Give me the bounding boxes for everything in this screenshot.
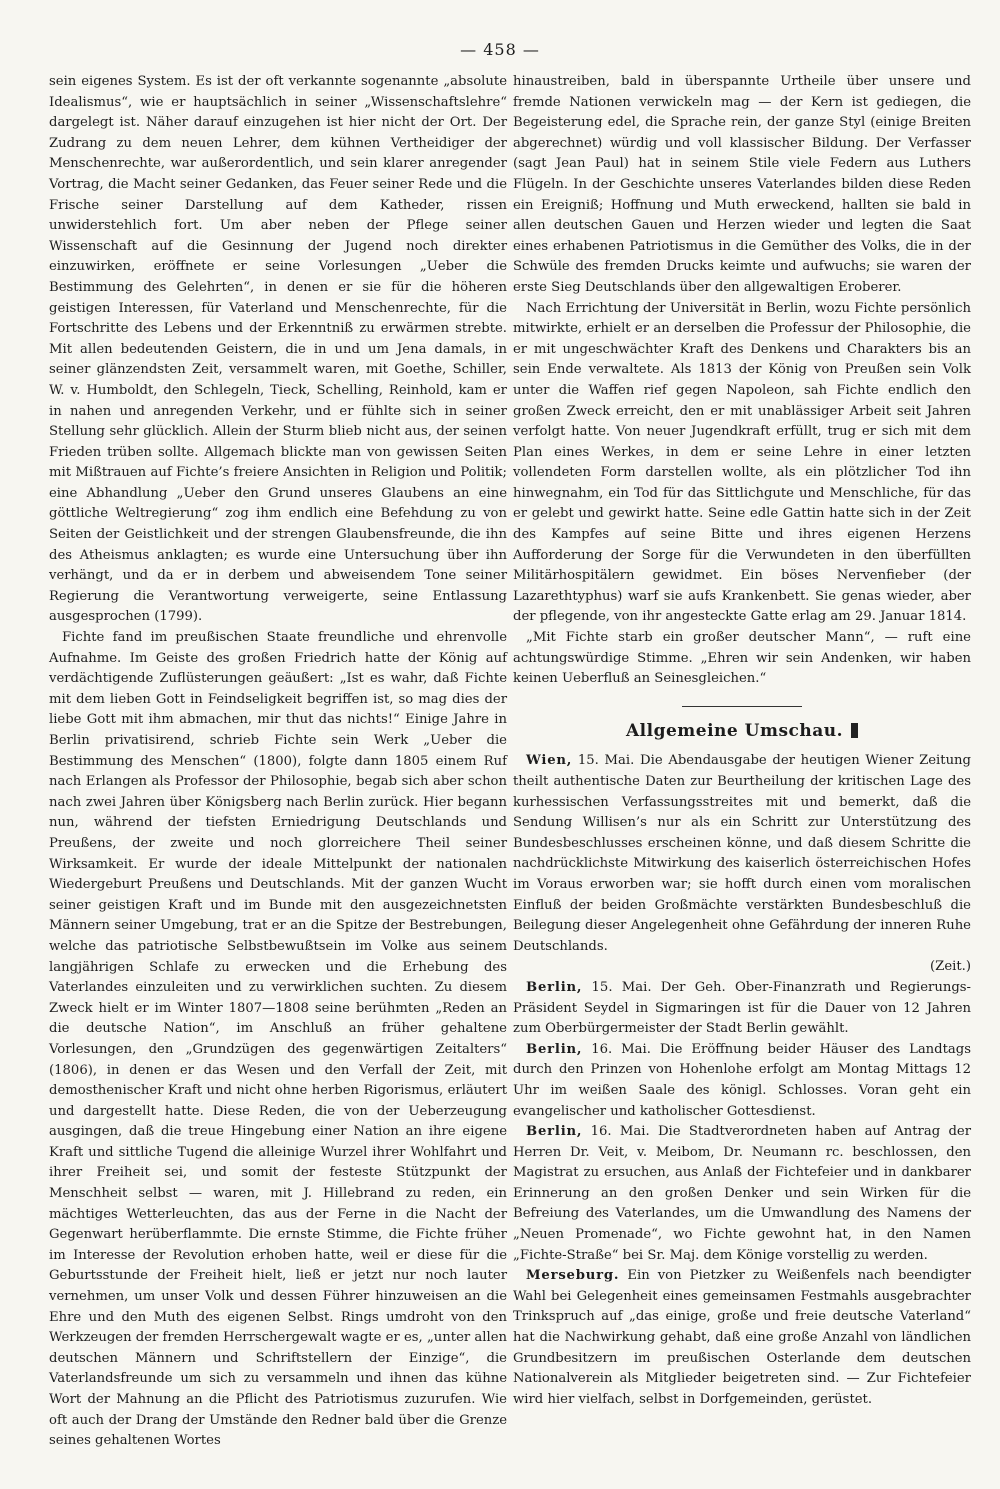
section-mark-icon [851,723,858,738]
news-text: 15. Mai. Der Geh. Ober-Finanzrath und Regierungs-Präsident Seydel in Sigmaringen ist für die Dauer von 12 Jahren zum Oberbürgermeister der Stadt Berlin gewählt. [513,979,971,1037]
news-dateline: Merseburg. [526,1268,620,1284]
page-number: — 458 — [460,40,540,59]
article-paragraph: sein eigenes System. Es ist der oft verkannte sogenannte „absolute Idealismus“, wie er hauptsächlich in seiner „Wissenschaftslehre“ dargelegt ist. Näher darauf einzugehen ist hier nicht der Ort. Der Zudrang zu dem neuen Lehrer, dem kühnen Vertheidiger der Menschenrechte, war außerordentlich, und sein klarer anregender Vortrag, die Macht seiner Gedanken, das Feuer seiner Rede und die Frische seiner Darstellung auf dem Katheder, rissen unwiderstehlich fort. Um aber neben der Pflege seiner Wissenschaft auf die Gesinnung der Jugend noch direkter einzuwirken, eröffnete er seine Vorlesungen „Ueber die Bestimmung des Gelehrten“, in denen er sie für die höheren geistigen Interessen, für Vaterland und Menschenrechte, für die Fortschritte des Lebens und der Erkenntniß zu erwärmen strebte. Mit allen bedeutenden Geistern, die in und um Jena damals, in seiner glänzendsten Zeit, versammelt waren, mit Goethe, Schiller, W. v. Humboldt, den Schlegeln, Tieck, Schelling, Reinhold, kam er in nahen und anregenden Verkehr, und er fühlte sich in seiner Stellung sehr glücklich. Allein der Sturm blieb nicht aus, der seinen Frieden trüben sollte. Allgemach blickte man von gewissen Seiten mit Mißtrauen auf Fichte’s freiere Ansichten in Religion und Politik; eine Abhandlung „Ueber den Grund unseres Glaubens an eine göttliche Weltregierung“ zog ihm endlich eine Befehdung zu von Seiten der Geistlichkeit und der strengen Glaubensfreunde, die ihn des Atheismus anklagten; es wurde eine Untersuchung über ihn verhängt, und da er in derbem und abweisendem Tone seiner Regierung die Verantwortung verweigerte, seine Entlassung ausgesprochen (1799). [49,74,507,625]
news-dateline: Berlin, [526,1124,583,1140]
news-text: 16. Mai. Die Eröffnung beider Häuser des Landtags durch den Prinzen von Hohenlohe erfolgt am Montag Mittags 12 Uhr im weißen Saale des königl. Schlosses. Voran geht ein evangelischer und katholischer Gottesdienst. [513,1041,971,1119]
article-paragraph: Nach Errichtung der Universität in Berlin, wozu Fichte persönlich mitwirkte, erhielt er an derselben die Professur der Philosophie, die er mit ungeschwächter Kraft des Denkens und Charakters bis an sein Ende verwaltete. Als 1813 der König von Preußen sein Volk unter die Waffen rief gegen Napoleon, sah Fichte endlich den großen Zweck erreicht, den er mit unablässiger Arbeit seit Jahren verfolgt hatte. Von neuer Jugendkraft erfüllt, trug er sich mit dem Plan eines Werkes, in dem er seine Lehre in einer letzten vollendeten Form darstellen wollte, als ein plötzlicher Tod ihn hinwegnahm, ein Tod für das Sittlichgute und Menschliche, für das er gelebt und gewirkt hatte. Seine edle Gattin hatte sich in der Zeit des Kampfes auf seine Bitte und ihres eigenen Herzens Aufforderung der Sorge für die Verwundeten in den überfüllten Militärhospitälern gewidmet. Ein böses Nervenfieber (der Lazarethtyphus) warf sie aufs Krankenbett. Sie genas wieder, aber der pflegende, von ihr angesteckte Gatte erlag am 29. Januar 1814. [513,300,971,625]
section-title-text: Allgemeine Umschau. [625,720,844,741]
article-paragraph: hinaustreiben, bald in überspannte Urtheile über unsere und fremde Nationen verwickeln mag — der Kern ist gediegen, die Begeisterung edel, die Sprache rein, der ganze Styl (einige Breiten abgerechnet) würdig und voll klassischer Bildung. Der Verfasser (sagt Jean Paul) hat in seinem Stile viele Federn aus Luthers Flügeln. In der Geschichte unseres Vaterlandes bilden diese Reden ein Ereigniß; Hoffnung und Muth erweckend, hallten sie bald in allen deutschen Gauen und Herzen wieder und legten die Saat eines erhabenen Patriotismus in die Gemüther des Volks, die in der Schwüle des fremden Drucks keimte und aufwuchs; sie waren der erste Sieg Deutschlands über den allgewaltigen Eroberer. [513,74,971,295]
news-dateline: Wien, [526,753,573,769]
news-dateline: Berlin, [526,979,583,995]
news-source: (Zeit.) [930,959,971,975]
news-text: 16. Mai. Die Stadtverordneten haben auf Antrag der Herren Dr. Veit, v. Meibom, Dr. Neumann rc. beschlossen, den Magistrat zu ersuchen, aus Anlaß der Fichtefeier und in dankbarer Erinnerung an den großen Denker und sein Wirken für die Befreiung des Vaterlandes, um die Umwandlung des Namens der „Neuen Promenade“, wo Fichte gewohnt hat, in den Namen „Fichte-Straße“ bei Sr. Maj. dem Könige vorstellig zu werden. [513,1124,971,1263]
right-column [513,72,971,1410]
news-text: 15. Mai. Die Abendausgabe der heutigen Wiener Zeitung theilt authentische Daten zur Beurtheilung der kritischen Lage des kurhessischen Verfassungsstreites mit und bemerkt, daß die Sendung Willisen’s nur als ein Schritt zur Unterstützung des Bundesbeschlusses erscheinen könne, und daß diesem Schritte die nachdrücklichste Mitwirkung des kaiserlich österreichischen Hofes im Voraus erworben war; sie hofft durch einen vom moralischen Einfluß der beiden Großmächte verstärkten Bundesbeschluß die Beilegung dieser Angelegenheit ohne Gefährdung der inneren Ruhe Deutschlands. [513,753,971,954]
article-paragraph: Fichte fand im preußischen Staate freundliche und ehrenvolle Aufnahme. Im Geiste des großen Friedrich hatte der König auf verdächtigende Zuflüsterungen geäußert: „Ist es wahr, daß Fichte mit dem lieben Gott in Feindseligkeit begriffen ist, so mag dies der liebe Gott mit ihm abmachen, mir thut das nichts!“ Einige Jahre in Berlin privatisirend, schrieb Fichte sein Werk „Ueber die Bestimmung des Menschen“ (1800), folgte dann 1805 einem Ruf nach Erlangen als Professor der Philosophie, begab sich aber schon nach zwei Jahren über Königsberg nach Berlin zurück. Hier begann nun, während der tiefsten Erniedrigung Deutschlands und Preußens, der zweite und noch glorreichere Theil seiner Wirksamkeit. Er wurde der ideale Mittelpunkt der nationalen Wiedergeburt Preußens und Deutschlands. Mit der ganzen Wucht seiner geistigen Kraft und im Bunde mit den ausgezeichnetsten Männern seiner Umgebung, trat er an die Spitze der Bestrebungen, welche das patriotische Selbstbewußtsein im Volke aus seinem langjährigen Schlafe zu erwecken und die Erhebung des Vaterlandes einzuleiten und zu verwirklichen suchten. Zu diesem Zweck hielt er im Winter 1807—1808 seine berühmten „Reden an die deutsche Nation“, im Anschluß an früher gehaltene Vorlesungen, den „Grundzügen des gegenwärtigen Zeitalters“ (1806), in denen er das Wesen und den Verfall der Zeit, mit demosthenischer Kraft und nicht ohne herben Rigorismus, erläutert und dargestellt hatte. Diese Reden, die von der Ueberzeugung ausgingen, daß die treue Hingebung einer Nation an ihre eigene Kraft und sittliche Tugend die alleinige Wurzel ihrer Wohlfahrt und ihrer Freiheit sei, und somit der festeste Stützpunkt der Menschheit selbst — waren, mit J. Hillebrand zu reden, ein mächtiges Wetterleuchten, das aus der Ferne in die Nacht der Gegenwart herüberflammte. Die ernste Stimme, die Fichte früher im Interesse der Revolution erhoben hatte, weil er diese für die Geburtsstunde der Freiheit hielt, ließ er jetzt nur noch lauter vernehmen, um unser Volk und dessen Führer hinzuweisen an die Ehre und den Muth des eigenen Selbst. Rings umdroht von den Werkzeugen der fremden Herrschergewalt wagte er es, „unter allen deutschen Männern und Schriftstellern der Einzige“, die Vaterlandsfreunde um sich zu versammeln und ihnen das kühne Wort der Mahnung an die Pflicht des Patriotismus zuzurufen. Wie oft auch der Drang der Umstände den Redner bald über die Grenze seines gehaltenen Wortes [49,630,507,1449]
news-item [513,1122,971,1266]
news-item [513,978,971,1040]
news-dateline: Berlin, [526,1041,583,1057]
left-column [49,72,507,1452]
news-text: Ein von Pietzker zu Weißenfels nach beendigter Wahl bei Gelegenheit eines gemeinsamen Festmahls ausgebrachter Trinkspruch auf „das einige, große und freie deutsche Vaterland“ hat die Nachwirkung gehabt, daß eine große Anzahl von ländlichen Grundbesitzern im preußischen Osterlande dem deutschen Nationalverein als Mitglieder beigetreten sind. — Zur Fichtefeier wird hier vielfach, selbst in Dorfgemeinden, gerüstet. [513,1268,971,1407]
news-item [513,1266,971,1410]
article-paragraph: „Mit Fichte starb ein großer deutscher Mann“, — ruft eine achtungswürdige Stimme. „Ehren wir sein Andenken, wir haben keinen Ueberfluß an Seinesgleichen.“ [513,630,971,687]
section-title [513,721,971,742]
news-item [513,1040,971,1122]
news-item [513,751,971,957]
section-divider [682,706,802,707]
